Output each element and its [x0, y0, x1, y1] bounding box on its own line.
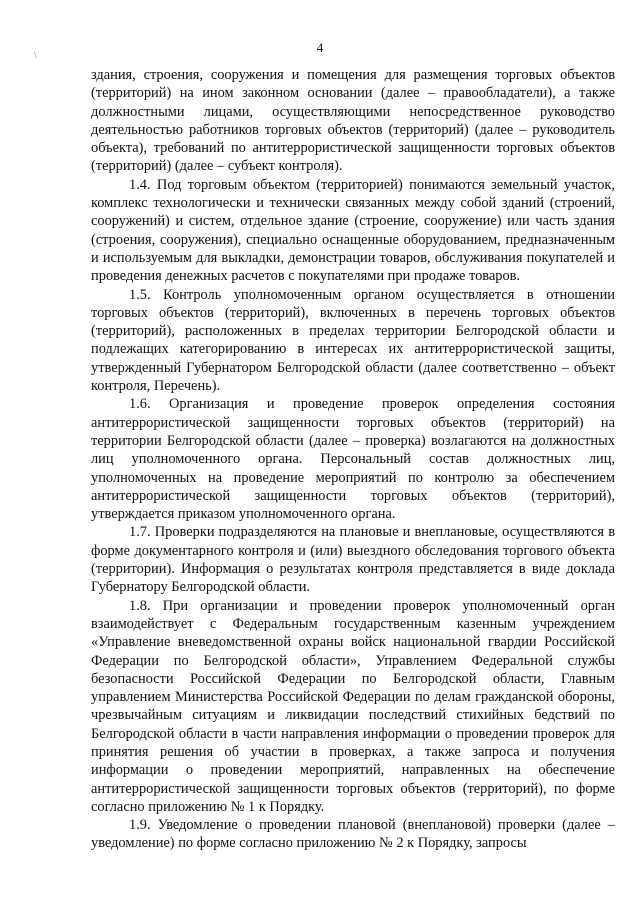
paragraph-1-7: 1.7. Проверки подразделяются на плановые и внеплановые, осуществляются в форме документарного контроля и (или) выездного обследования торгового объекта (территории). Информация о результатах контроля представляется в виде доклада Губернатору Белгородской области. [91, 524, 615, 596]
paragraph-1-8: 1.8. При организации и проведении проверок уполномоченный орган взаимодействует с Федеральным государственным казенным учреждением «Управление вневедомственной охраны войск национальной гвардии Российской Федерации по Белгородской области», Управлением Федеральной службы безопасности Российской Федерации по Белгородской области, Главным управлением Министерства Российской Федерации по делам гражданской обороны, чрезвычайным ситуациям и ликвидации последствий стихийных бедствий по Белгородской области в части направления информации о проведении проверок для принятия решения об участии в проверках, а также запроса и получения информации о проведении мероприятий, направленных на обеспечение антитеррористической защищенности торговых объектов (территорий), по форме согласно приложению № 1 к Порядку. [91, 597, 615, 815]
page-number: 4 [316, 40, 324, 55]
document-text [91, 66, 615, 853]
scan-speck: \ [34, 50, 37, 60]
paragraph-1-5: 1.5. Контроль уполномоченным органом осуществляется в отношении торговых объектов (территорий), включенных в перечень торговых объектов (территорий), расположенных в пределах территории Белгородской области и подлежащих категорированию в интересах их антитеррористической защиты, утвержденный Губернатором Белгородской области (далее соответственно – объект контроля, Перечень). [91, 286, 615, 395]
paragraph-1-9: 1.9. Уведомление о проведении плановой (внеплановой) проверки (далее – уведомление) по форме согласно приложению № 2 к Порядку, запросы [91, 817, 615, 852]
paragraph-1-4: 1.4. Под торговым объектом (территорией) понимаются земельный участок, комплекс технологически и технически связанных между собой зданий (строений, сооружений) и систем, отдельное здание (строение, сооружение) или часть здания (строения, сооружения), специально оснащенные оборудованием, предназначенным и используемым для выкладки, демонстрации товаров, обслуживания покупателей и проведения денежных расчетов с покупателями при продаже товаров. [91, 176, 615, 285]
paragraph-continuation: здания, строения, сооружения и помещения для размещения торговых объектов (территорий) на ином законном основании (далее – правообладатели), а также должностными лицами, осуществляющими непосредственное руководство деятельностью работников торговых объектов (территорий) (далее – руководитель объекта), требований по антитеррористической защищенности торговых объектов (территорий) (далее – субъект контроля). [91, 67, 615, 175]
paragraph-1-6: 1.6. Организация и проведение проверок определения состояния антитеррористической защищенности торговых объектов (территорий) на территории Белгородской области (далее – проверка) возлагаются на должностных лиц уполномоченного органа. Персональный состав должностных лиц, уполномоченных на проведение мероприятий по контролю за обеспечением антитеррористической защищенности торговых объектов (территорий), утверждается приказом уполномоченного органа. [91, 396, 615, 523]
